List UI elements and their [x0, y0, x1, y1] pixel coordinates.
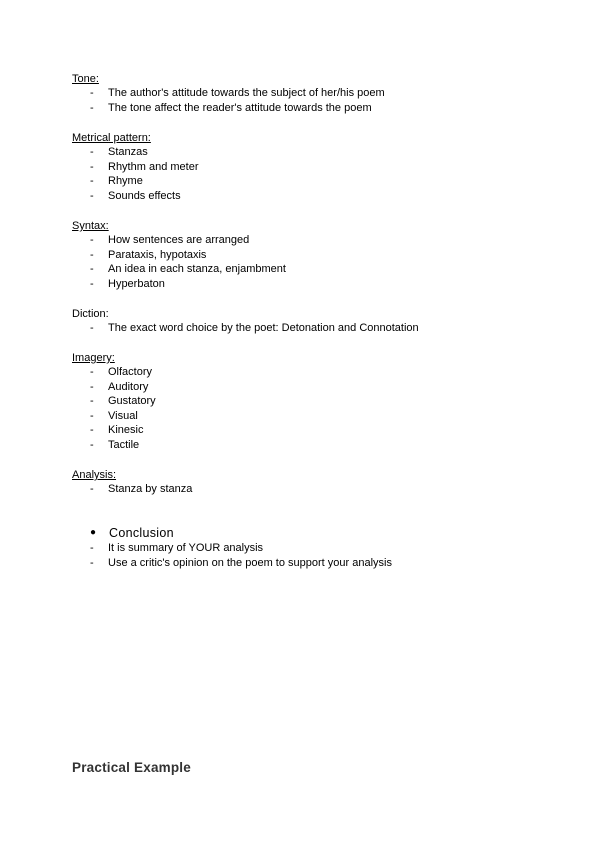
- list-item: - Hyperbaton: [90, 277, 165, 290]
- list-item: - It is summary of YOUR analysis: [90, 542, 264, 554]
- dash-marker: -: [90, 263, 94, 276]
- section-list: [72, 365, 552, 453]
- section-list: [72, 145, 552, 203]
- list-item: - Olfactory: [90, 366, 153, 378]
- list-item: - Rhyme: [90, 175, 143, 188]
- section-list: [72, 86, 552, 115]
- section-list: [72, 321, 552, 336]
- dash-marker: -: [90, 542, 94, 554]
- section-list: [72, 233, 552, 291]
- list-item: - Tactile: [90, 438, 140, 451]
- dash-marker: -: [90, 366, 94, 378]
- dash-marker: -: [90, 438, 94, 451]
- section-syntax: [72, 219, 552, 291]
- list-item: - Visual: [90, 409, 138, 422]
- conclusion-bullet-row: [72, 525, 552, 541]
- list-item: - Use a critic's opinion on the poem to support your analysis: [90, 556, 392, 569]
- list-item: - How sentences are arranged: [90, 234, 250, 246]
- dash-marker: -: [90, 248, 94, 261]
- dash-marker: -: [90, 175, 94, 188]
- dash-marker: -: [90, 424, 94, 437]
- dash-marker: -: [90, 101, 94, 114]
- section-heading: Analysis:: [72, 469, 117, 481]
- dash-marker: -: [90, 189, 94, 202]
- dash-marker: -: [90, 409, 94, 422]
- dash-marker: -: [90, 322, 94, 334]
- dash-marker: -: [90, 380, 94, 393]
- section-analysis: [72, 468, 552, 497]
- section-heading: Syntax:: [72, 220, 109, 232]
- practical-example-title: Practical Example: [72, 760, 191, 775]
- list-item: - Kinesic: [90, 424, 144, 437]
- section-conclusion: [72, 525, 552, 570]
- section-list: [72, 482, 552, 497]
- bullet-dot-icon: ●: [90, 527, 97, 538]
- dash-marker: -: [90, 395, 94, 408]
- section-heading: Diction:: [72, 308, 109, 320]
- section-imagery: [72, 351, 552, 453]
- list-item: - Stanza by stanza: [90, 483, 193, 495]
- list-item: - Rhythm and meter: [90, 160, 199, 173]
- dash-marker: -: [90, 87, 94, 99]
- dash-marker: -: [90, 483, 94, 495]
- section-diction: [72, 307, 552, 336]
- list-item: - The exact word choice by the poet: Detonation and Connotation: [90, 322, 419, 334]
- list-item: - Auditory: [90, 380, 149, 393]
- list-item: - Stanzas: [90, 146, 148, 158]
- list-item: - Parataxis, hypotaxis: [90, 248, 207, 261]
- section-metrical-pattern: [72, 131, 552, 203]
- section-heading: Metrical pattern:: [72, 132, 151, 144]
- section-list: [72, 541, 552, 570]
- section-tone: [72, 72, 552, 115]
- dash-marker: -: [90, 146, 94, 158]
- list-item: - Gustatory: [90, 395, 156, 408]
- list-item: - Sounds effects: [90, 189, 181, 202]
- section-heading: Tone:: [72, 73, 99, 85]
- dash-marker: -: [90, 160, 94, 173]
- dash-marker: -: [90, 234, 94, 246]
- list-item: - The author's attitude towards the subject of her/his poem: [90, 87, 385, 99]
- list-item: - The tone affect the reader's attitude towards the poem: [90, 101, 372, 114]
- conclusion-label: Conclusion: [109, 526, 174, 540]
- dash-marker: -: [90, 277, 94, 290]
- list-item: - An idea in each stanza, enjambment: [90, 263, 286, 276]
- dash-marker: -: [90, 556, 94, 569]
- section-heading: Imagery:: [72, 352, 115, 364]
